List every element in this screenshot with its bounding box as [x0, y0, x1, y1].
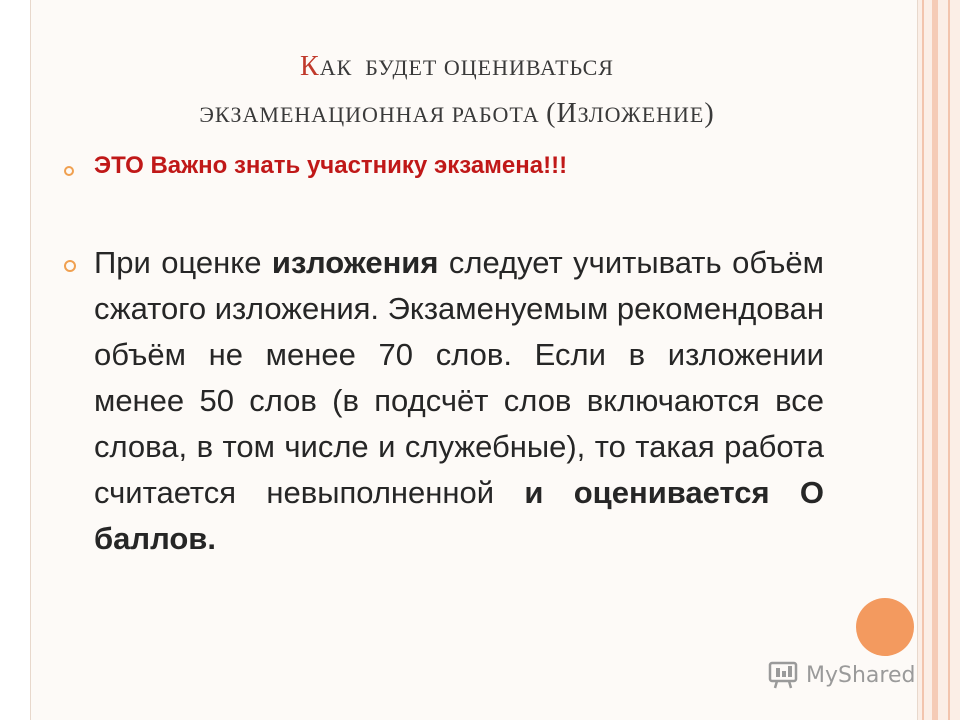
title-paren-initial: И	[556, 98, 578, 129]
body-text-part: следует учитывать объём сжатого изложения. Экзаменуемым рекомендован объём не менее 70 слов. Если в изложении менее 50 слов (в подсчёт слов включаются все слова, в том числе и служебные), то такая работа считается невыполненной	[94, 245, 824, 510]
title-line-1-text: АК БУДЕТ ОЦЕНИВАТЬСЯ	[319, 55, 614, 80]
title-line-2	[62, 91, 852, 138]
bullet-circle-icon	[64, 166, 74, 176]
watermark-text: MyShared	[806, 662, 916, 688]
decorative-stripes	[918, 0, 960, 720]
important-note: ЭТО Важно знать участнику экзамена!!!	[94, 152, 568, 179]
slide-title	[62, 44, 852, 138]
title-paren-open: (	[546, 98, 557, 129]
watermark	[768, 658, 915, 692]
body-text-part: При оценке	[94, 245, 272, 280]
title-line-2-text: ЭКЗАМЕНАЦИОННАЯ РАБОТА	[199, 102, 547, 127]
stripe	[948, 0, 950, 720]
myshared-logo-icon	[768, 660, 800, 690]
title-paren-text: ЗЛОЖЕНИЕ	[577, 102, 705, 127]
body-bold-ending: и оценивается О баллов.	[94, 475, 824, 556]
stripe	[932, 0, 938, 720]
title-paren-close: )	[704, 98, 715, 129]
title-line-1	[62, 44, 852, 91]
bullet-circle-icon	[64, 260, 76, 272]
stripe	[922, 0, 924, 720]
title-initial: К	[300, 51, 320, 82]
body-paragraph	[94, 240, 824, 562]
decorative-circle	[856, 598, 914, 656]
body-bold-word: изложения	[271, 245, 439, 280]
